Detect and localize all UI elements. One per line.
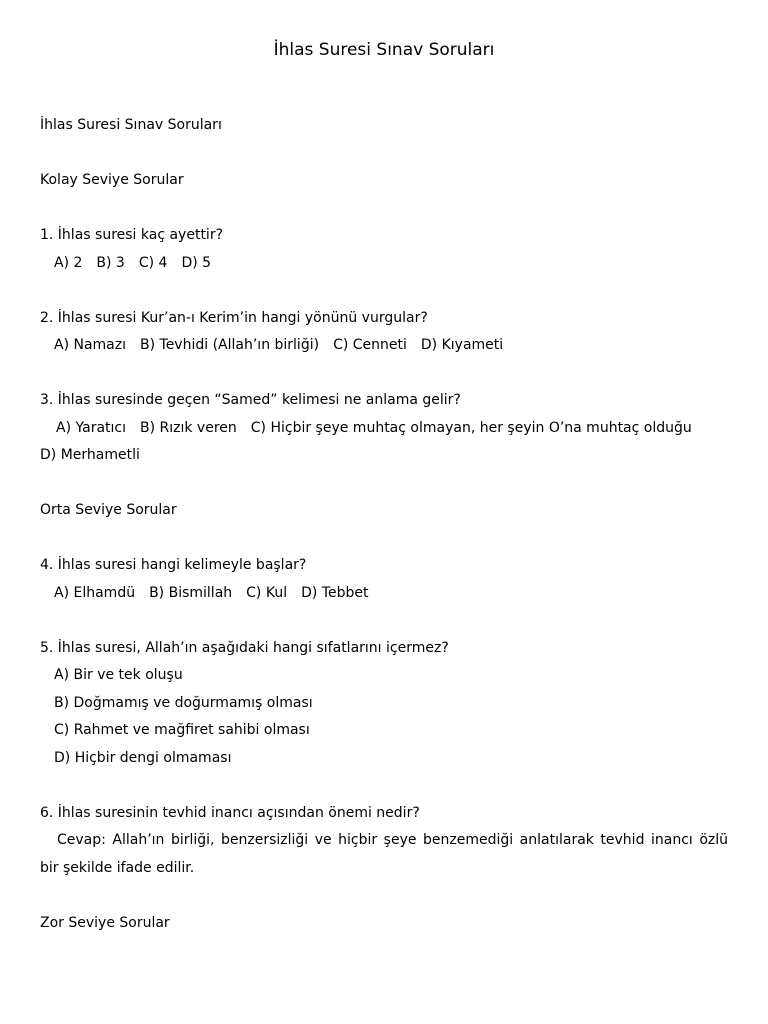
section-medium-heading: Orta Seviye Sorular: [40, 502, 177, 518]
question-5-option-d: D) Hiçbir dengi olmaması: [54, 749, 232, 766]
question-3-text: 3. İhlas suresinde geçen “Samed” kelimesi ne anlama gelir?: [40, 392, 461, 408]
question-4-option-d: D) Tebbet: [301, 584, 369, 601]
spacer: [40, 195, 728, 223]
question-3-option-c: C) Hiçbir şeye muhtaç olmayan, her şeyin O’na muhtaç olduğu: [250, 419, 692, 436]
question-1-option-b: B) 3: [96, 254, 125, 271]
question-6-answer: Cevap: Allah’ın birliği, benzersizliği ve hiçbir şeye benzemediği anlatılarak tevhid inancı özlü bir şekilde ifade edilir.: [40, 832, 728, 876]
question-1-option-c: C) 4: [138, 254, 168, 271]
question-4-option-c: C) Kul: [246, 584, 288, 601]
question-2-option-a: A) Namazı: [54, 337, 126, 353]
question-5-text: 5. İhlas suresi, Allah’ın aşağıdaki hangi sıfatlarını içermez?: [40, 639, 449, 656]
question-4-option-a: A) Elhamdü: [54, 584, 136, 601]
question-2-option-b: B) Tevhidi (Allah’ın birliği): [140, 337, 320, 353]
question-2-options: [40, 332, 728, 360]
question-5-option-a: A) Bir ve tek oluşu: [54, 667, 183, 683]
spacer: [40, 277, 728, 305]
spacer: [40, 525, 728, 553]
question-6-text: 6. İhlas suresinin tevhid inancı açısından önemi nedir?: [40, 804, 420, 821]
question-2-text: 2. İhlas suresi Kur’an-ı Kerim’in hangi yönünü vurgular?: [40, 309, 428, 326]
question-1-option-a: A) 2: [54, 254, 83, 271]
question-4-options: [40, 580, 728, 608]
question-1-text: 1. İhlas suresi kaç ayettir?: [40, 227, 224, 243]
question-4-text: 4. İhlas suresi hangi kelimeyle başlar?: [40, 557, 307, 573]
spacer: [40, 882, 728, 910]
document-heading: İhlas Suresi Sınav Soruları: [40, 117, 222, 133]
question-2-option-c: C) Cenneti: [333, 337, 407, 353]
question-3-option-d: D) Merhametli: [40, 447, 140, 463]
spacer: [40, 140, 728, 168]
section-easy-heading: Kolay Seviye Sorular: [40, 172, 184, 188]
spacer: [40, 360, 728, 388]
document-body: [40, 112, 728, 937]
question-5-option-c: C) Rahmet ve mağfiret sahibi olması: [54, 722, 310, 738]
spacer: [40, 607, 728, 635]
question-1-option-d: D) 5: [181, 254, 212, 271]
section-hard-heading: Zor Seviye Sorular: [40, 914, 170, 931]
question-3-option-b: B) Rızık veren: [140, 419, 237, 436]
spacer: [40, 470, 728, 498]
question-2-option-d: D) Kıyameti: [420, 337, 504, 353]
question-1-options: [40, 250, 728, 278]
question-3-options-row: [40, 415, 728, 443]
question-3-option-a: A) Yaratıcı: [56, 419, 126, 436]
question-4-option-b: B) Bismillah: [149, 584, 233, 601]
spacer: [40, 772, 728, 800]
question-5-option-b: B) Doğmamış ve doğurmamış olması: [54, 694, 313, 711]
page-title: İhlas Suresi Sınav Soruları: [273, 40, 495, 60]
